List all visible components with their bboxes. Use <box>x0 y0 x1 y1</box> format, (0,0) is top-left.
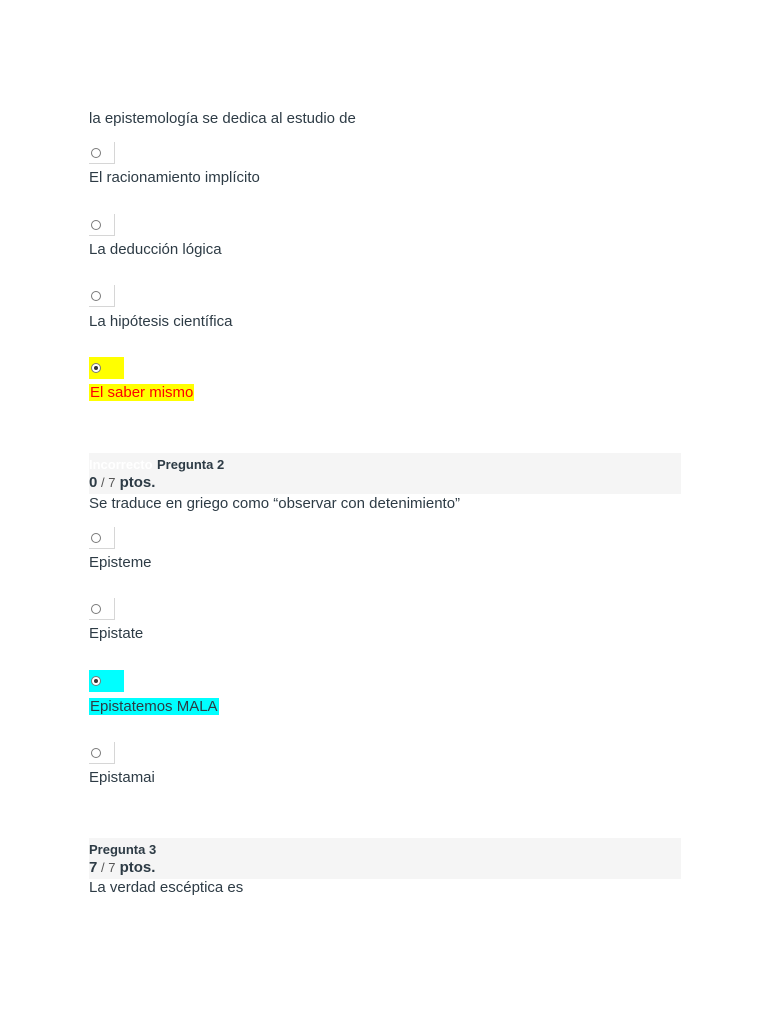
q3-title: Pregunta 3 <box>89 842 157 857</box>
q2-score-sep: / <box>97 475 109 490</box>
q2-status-label: Incorrecto <box>89 457 153 472</box>
q3-score-unit: ptos. <box>115 859 156 876</box>
question-2-prompt: Se traduce en griego como “observar con detenimiento” <box>89 495 461 512</box>
q1-option-1-radio-cell <box>89 142 115 164</box>
q1-option-4-radio-cell <box>89 357 124 379</box>
q2-option-2-radio-cell <box>89 598 115 620</box>
question-1-prompt: la epistemología se dedica al estudio de <box>89 110 356 127</box>
q2-option-3-radio-cell <box>89 670 124 692</box>
q1-option-1-label[interactable]: El racionamiento implícito <box>89 169 260 186</box>
q3-score <box>89 859 155 876</box>
q2-option-4-radio[interactable] <box>91 748 101 758</box>
question-2-header <box>89 453 681 494</box>
q1-option-1-radio[interactable] <box>91 148 101 158</box>
q2-option-2-label[interactable]: Epistate <box>89 625 144 642</box>
q2-option-1-label[interactable]: Episteme <box>89 554 152 571</box>
q2-option-4-label[interactable]: Epistamai <box>89 769 155 786</box>
question-3-prompt: La verdad escéptica es <box>89 879 244 896</box>
q2-option-1-radio[interactable] <box>91 533 101 543</box>
q3-score-sep: / <box>97 860 109 875</box>
question-3-header <box>89 838 681 879</box>
q1-option-4-radio[interactable] <box>91 363 101 373</box>
q2-score-total: 7 <box>108 475 116 490</box>
q2-score-value: 0 <box>89 474 98 491</box>
q1-option-3-label[interactable]: La hipótesis científica <box>89 313 233 330</box>
q3-score-total: 7 <box>108 860 116 875</box>
q3-score-value: 7 <box>89 859 98 876</box>
q1-option-2-radio-cell <box>89 214 115 236</box>
q2-title: Pregunta 2 <box>157 457 225 472</box>
q2-option-3-label[interactable]: Epistatemos MALA <box>90 698 218 715</box>
q2-score-unit: ptos. <box>115 474 156 491</box>
q2-option-1-radio-cell <box>89 527 115 549</box>
q2-option-4-radio-cell <box>89 742 115 764</box>
q1-option-2-label[interactable]: La deducción lógica <box>89 241 222 258</box>
q2-option-2-radio[interactable] <box>91 604 101 614</box>
q2-score <box>89 474 155 491</box>
q1-option-2-radio[interactable] <box>91 220 101 230</box>
q1-option-4-label[interactable]: El saber mismo <box>90 384 194 401</box>
q2-option-3-radio[interactable] <box>91 676 101 686</box>
q1-option-3-radio-cell <box>89 285 115 307</box>
q1-option-3-radio[interactable] <box>91 291 101 301</box>
